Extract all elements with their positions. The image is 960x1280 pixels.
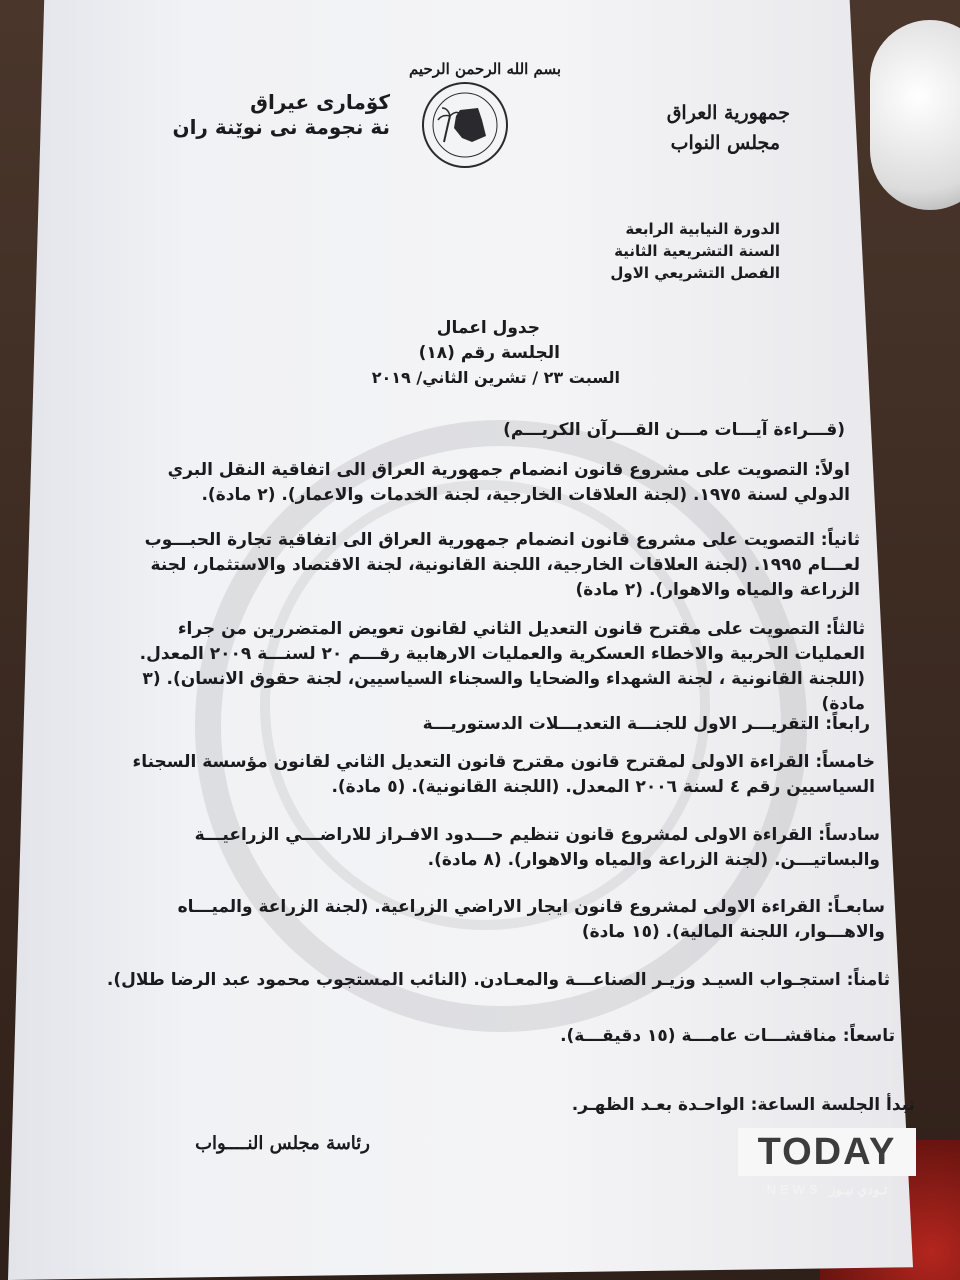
council-title: مجلس النواب bbox=[670, 132, 780, 154]
agenda-item: تاسعاً: مناقشـــات عامـــة (١٥ دقيقـــة). bbox=[560, 1026, 895, 1046]
agenda-item: سادساً: القراءة الاولى لمشروع قانون تنظيم حـــدود الافـراز للاراضـــي الزراعيـــة والبساتيـــن. (لجنة الزراعة والمياه والاهوار). (٨ مادة). bbox=[194, 825, 880, 870]
session-year: السنة التشريعية الثانية bbox=[614, 242, 780, 260]
agenda-session-number: الجلسة رقم (١٨) bbox=[418, 343, 560, 363]
agenda-title: جدول اعمال bbox=[436, 318, 540, 338]
kurdish-subtitle: نة نجومة نى نوێنة ران bbox=[172, 115, 390, 139]
agenda-item: ثانياً: التصويت على مشروع قانون انضمام جمهورية العراق الى اتفاقية تجارة الحبـــوب لعـــام ١٩٩٥. (لجنة العلاقات الخارجية، اللجنة القانونية، لجنة الاقتصاد والاستثمار، لجنة الزراعة والمياه والاهوار). (٢ مادة) bbox=[144, 530, 860, 600]
agenda-item: ثامناً: استجـواب السيـد وزيـر الصناعـــة والمعـادن. (النائب المستجوب محمود عبد الرضا طلال). bbox=[106, 970, 890, 990]
session-term: الدورة النيابية الرابعة bbox=[625, 220, 780, 238]
today-news-logo-subtitle: NEWS تـودي نيـوز bbox=[766, 1182, 888, 1197]
agenda-item: رابعاً: التقريـــر الاول للجنـــة التعديـــلات الدستوريـــة bbox=[422, 714, 870, 734]
white-object bbox=[870, 20, 960, 210]
quran-reading: (قـــراءة آيـــات مـــن القـــرآن الكريـــم) bbox=[503, 420, 845, 440]
today-news-logo: TODAY bbox=[757, 1131, 897, 1173]
parliament-emblem-icon bbox=[420, 80, 510, 170]
presidency-signature: رئاسة مجلس النــــواب bbox=[195, 1133, 370, 1154]
session-start-time: تبدأ الجلسة الساعة: الواحـدة بعـد الظهـر. bbox=[571, 1095, 915, 1115]
basmala: بسم الله الرحمن الرحيم bbox=[408, 60, 562, 78]
session-chapter: الفصل التشريعي الاول bbox=[610, 264, 780, 282]
republic-title: جمهورية العراق bbox=[666, 102, 790, 124]
agenda-item: ثالثاً: التصويت على مقترح قانون التعديل الثاني لقانون تعويض المتضررين من جراء العمليات الحربية والاخطاء العسكرية والعمليات الارهابية رقـــم ٢٠ لسنـــة ٢٠٠٩ المعدل. (اللجنة القانونية ، لجنة الشهداء والضحايا والسجناء السياسيين، لجنة حقوق الانسان). (٣ مادة) bbox=[139, 619, 865, 714]
agenda-date: السبت ٢٣ / تشرين الثاني/ ٢٠١٩ bbox=[371, 368, 620, 387]
agenda-item: خامساً: القراءة الاولى لمقترح قانون مقترح قانون التعديل الثاني لقانون مؤسسة السجناء السياسيين رقم ٤ لسنة ٢٠٠٦ المعدل. (اللجنة القانونية). (٥ مادة). bbox=[132, 752, 875, 797]
agenda-item: سابعـاً: القراءة الاولى لمشروع قانون ايجار الاراضي الزراعية. (لجنة الزراعة والميـــاه والاهـــوار، اللجنة المالية). (١٥ مادة) bbox=[177, 897, 885, 942]
kurdish-title: كۆمارى عيراق bbox=[250, 90, 390, 114]
agenda-item: اولاً: التصويت على مشروع قانون انضمام جمهورية العراق الى اتفاقية النقل البري الدولي لسنة ١٩٧٥. (لجنة العلاقات الخارجية، لجنة الخدمات والاعمار). (٢ مادة). bbox=[167, 460, 850, 505]
